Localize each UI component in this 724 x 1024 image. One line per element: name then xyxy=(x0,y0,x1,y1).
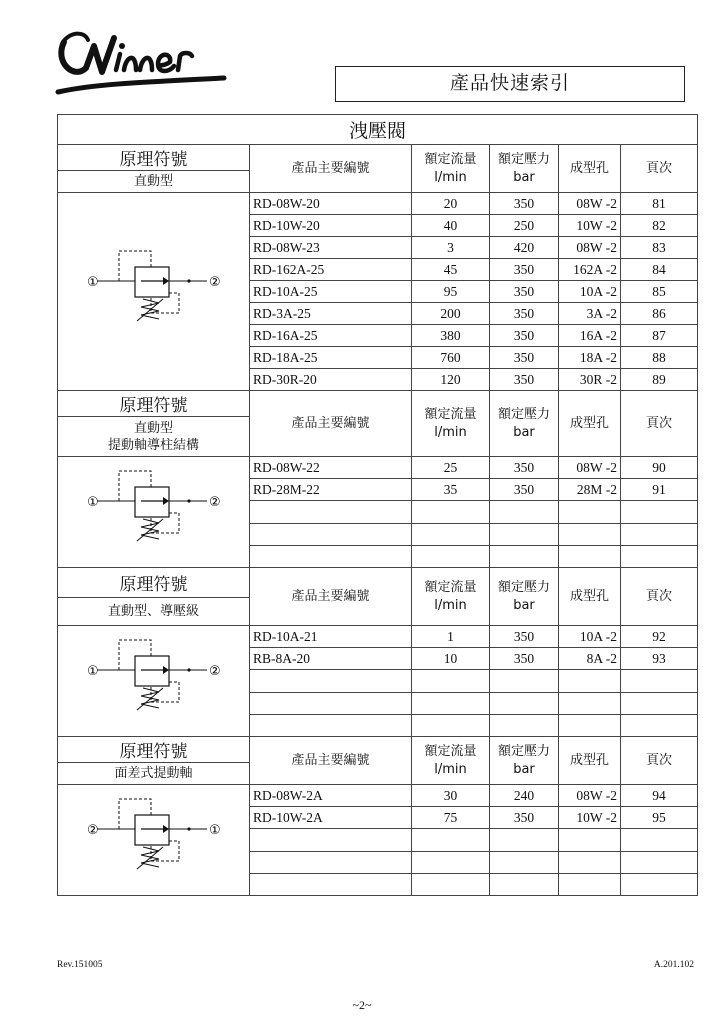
rated-pressure: 350 xyxy=(490,807,559,829)
page-ref: 91 xyxy=(621,479,698,501)
empty-cell xyxy=(559,545,621,567)
table-title: 洩壓閥 xyxy=(58,115,698,145)
empty-cell xyxy=(412,873,490,895)
cavity: 10W -2 xyxy=(559,807,621,829)
model-heading xyxy=(250,145,412,193)
empty-cell xyxy=(621,851,698,873)
model-heading-label: 產品主要編號 xyxy=(291,588,370,604)
empty-cell xyxy=(490,714,559,736)
empty-cell xyxy=(412,692,490,714)
page-heading-label: 頁次 xyxy=(646,588,673,604)
empty-cell xyxy=(412,670,490,692)
section-subtitle xyxy=(58,171,250,193)
symbol-cell xyxy=(58,193,250,391)
model-number: RD-10W-2A xyxy=(250,807,412,829)
page-heading-label: 頁次 xyxy=(646,160,673,176)
pressure-heading-label: 額定壓力 xyxy=(497,579,550,595)
page-heading xyxy=(621,737,698,785)
bore-heading-label: 成型孔 xyxy=(569,160,609,176)
empty-cell xyxy=(412,829,490,851)
page-number: ~2~ xyxy=(352,998,372,1012)
rated-pressure: 350 xyxy=(490,303,559,325)
page-ref: 86 xyxy=(621,303,698,325)
relief-valve-symbol-icon xyxy=(79,237,229,347)
empty-cell xyxy=(559,501,621,523)
cavity: 18A -2 xyxy=(559,347,621,369)
page-heading-label: 頁次 xyxy=(646,415,673,431)
model-number: RD-28M-22 xyxy=(250,479,412,501)
model-heading xyxy=(250,391,412,457)
rated-pressure: 350 xyxy=(490,259,559,281)
empty-cell xyxy=(250,545,412,567)
page-ref: 95 xyxy=(621,807,698,829)
page-ref: 93 xyxy=(621,648,698,670)
flow-heading xyxy=(412,391,490,457)
port-right-label: ① xyxy=(208,823,221,838)
port-left-label: ② xyxy=(86,823,99,838)
section-header-row xyxy=(58,391,698,417)
flow-heading-label: 額定流量 xyxy=(424,406,477,422)
rated-pressure: 250 xyxy=(490,215,559,237)
empty-cell xyxy=(621,873,698,895)
model-heading xyxy=(250,737,412,785)
table-row xyxy=(58,193,698,215)
pressure-heading xyxy=(490,391,559,457)
cavity: 10W -2 xyxy=(559,215,621,237)
port-right-label: ② xyxy=(208,664,221,679)
flow-heading-label: 額定流量 xyxy=(424,743,477,759)
port-left-label: ① xyxy=(86,274,99,290)
symbol-cell xyxy=(58,626,250,737)
cavity: 8A -2 xyxy=(559,648,621,670)
pressure-heading xyxy=(490,737,559,785)
model-number: RD-16A-25 xyxy=(250,325,412,347)
empty-cell xyxy=(559,692,621,714)
empty-cell xyxy=(559,714,621,736)
document-code: A.201.102 xyxy=(653,960,694,970)
cavity: 3A -2 xyxy=(559,303,621,325)
page-ref: 84 xyxy=(621,259,698,281)
port-right-label: ② xyxy=(208,495,221,510)
symbol-heading: 原理符號 xyxy=(58,737,250,763)
model-heading-label: 產品主要編號 xyxy=(291,160,370,176)
empty-cell xyxy=(559,829,621,851)
table-row xyxy=(58,457,698,479)
empty-cell xyxy=(412,501,490,523)
page-heading xyxy=(621,145,698,193)
relief-valve-symbol-icon xyxy=(79,626,229,736)
pressure-heading xyxy=(490,145,559,193)
section-header-row xyxy=(58,737,698,763)
bore-heading-label: 成型孔 xyxy=(569,588,609,604)
empty-cell xyxy=(559,670,621,692)
page-ref: 87 xyxy=(621,325,698,347)
page-ref: 81 xyxy=(621,193,698,215)
rated-pressure: 350 xyxy=(490,457,559,479)
pressure-heading xyxy=(490,568,559,626)
bore-heading xyxy=(559,391,621,457)
rated-pressure: 350 xyxy=(490,648,559,670)
bore-heading-label: 成型孔 xyxy=(569,752,609,768)
page-ref: 94 xyxy=(621,785,698,807)
section-subtitle xyxy=(58,763,250,785)
page-heading xyxy=(621,568,698,626)
section-header-row xyxy=(58,145,698,171)
section-header-row xyxy=(58,568,698,598)
empty-cell xyxy=(412,714,490,736)
rated-pressure: 350 xyxy=(490,325,559,347)
cavity: 28M -2 xyxy=(559,479,621,501)
flow-heading xyxy=(412,568,490,626)
rated-flow: 200 xyxy=(412,303,490,325)
rated-flow: 3 xyxy=(412,237,490,259)
flow-heading-label: 額定流量 xyxy=(424,151,477,167)
empty-cell xyxy=(621,501,698,523)
section-subtitle xyxy=(58,417,250,457)
rated-pressure: 240 xyxy=(490,785,559,807)
cavity: 16A -2 xyxy=(559,325,621,347)
model-heading-label: 產品主要編號 xyxy=(291,752,370,768)
rated-flow: 35 xyxy=(412,479,490,501)
cavity: 08W -2 xyxy=(559,457,621,479)
page-ref: 92 xyxy=(621,626,698,648)
rated-flow: 760 xyxy=(412,347,490,369)
page-heading-label: 頁次 xyxy=(646,752,673,768)
cavity: 10A -2 xyxy=(559,626,621,648)
rated-pressure: 420 xyxy=(490,237,559,259)
section-subtitle xyxy=(58,598,250,626)
model-number: RD-10W-20 xyxy=(250,215,412,237)
empty-cell xyxy=(490,851,559,873)
empty-cell xyxy=(250,851,412,873)
relief-valve-index-table xyxy=(57,114,698,896)
rated-pressure: 350 xyxy=(490,193,559,215)
empty-cell xyxy=(412,851,490,873)
rated-flow: 10 xyxy=(412,648,490,670)
model-heading xyxy=(250,568,412,626)
cavity: 08W -2 xyxy=(559,193,621,215)
empty-cell xyxy=(250,692,412,714)
table-row xyxy=(58,626,698,648)
empty-cell xyxy=(412,545,490,567)
winner-logo xyxy=(54,22,230,102)
pressure-heading-unit: bar xyxy=(513,597,535,613)
rated-flow: 380 xyxy=(412,325,490,347)
empty-cell xyxy=(621,670,698,692)
model-number: RD-10A-25 xyxy=(250,281,412,303)
pressure-heading-unit: bar xyxy=(513,424,535,440)
cavity: 10A -2 xyxy=(559,281,621,303)
empty-cell xyxy=(490,501,559,523)
relief-valve-symbol-icon xyxy=(79,785,229,895)
symbol-heading: 原理符號 xyxy=(58,145,250,171)
symbol-cell xyxy=(58,457,250,568)
cavity: 08W -2 xyxy=(559,237,621,259)
rated-flow: 120 xyxy=(412,369,490,391)
section-subtitle-line: 直動型、導壓級 xyxy=(107,604,199,619)
rated-flow: 95 xyxy=(412,281,490,303)
section-subtitle-line: 直動型 xyxy=(133,174,173,189)
section-subtitle-line: 直動型 xyxy=(133,420,173,436)
relief-valve-symbol-icon xyxy=(79,457,229,567)
rated-flow: 1 xyxy=(412,626,490,648)
pressure-heading-unit: bar xyxy=(513,761,535,777)
empty-cell xyxy=(412,523,490,545)
empty-cell xyxy=(621,829,698,851)
rated-flow: 20 xyxy=(412,193,490,215)
pressure-heading-label: 額定壓力 xyxy=(497,406,550,422)
model-number: RD-08W-2A xyxy=(250,785,412,807)
port-left-label: ① xyxy=(86,664,99,679)
pressure-heading-label: 額定壓力 xyxy=(497,743,550,759)
empty-cell xyxy=(250,670,412,692)
empty-cell xyxy=(559,851,621,873)
model-number: RD-162A-25 xyxy=(250,259,412,281)
cavity: 162A -2 xyxy=(559,259,621,281)
flow-heading-unit: l/min xyxy=(434,761,467,777)
bore-heading xyxy=(559,568,621,626)
model-number: RB-8A-20 xyxy=(250,648,412,670)
page-heading xyxy=(621,391,698,457)
page-ref: 88 xyxy=(621,347,698,369)
empty-cell xyxy=(490,523,559,545)
bore-heading xyxy=(559,145,621,193)
empty-cell xyxy=(490,829,559,851)
page-ref: 82 xyxy=(621,215,698,237)
rated-pressure: 350 xyxy=(490,347,559,369)
page-ref: 83 xyxy=(621,237,698,259)
model-number: RD-30R-20 xyxy=(250,369,412,391)
flow-heading-unit: l/min xyxy=(434,424,467,440)
flow-heading xyxy=(412,145,490,193)
symbol-heading: 原理符號 xyxy=(58,391,250,417)
empty-cell xyxy=(250,829,412,851)
page-ref: 89 xyxy=(621,369,698,391)
model-number: RD-18A-25 xyxy=(250,347,412,369)
bore-heading xyxy=(559,737,621,785)
rated-pressure: 350 xyxy=(490,281,559,303)
empty-cell xyxy=(621,714,698,736)
quick-index-title: 產品快速索引 xyxy=(335,66,685,102)
section-subtitle-line-2: 提動軸導柱結構 xyxy=(107,437,199,453)
rated-flow: 25 xyxy=(412,457,490,479)
port-left-label: ① xyxy=(86,495,99,510)
model-heading-label: 產品主要編號 xyxy=(291,415,370,431)
rated-pressure: 350 xyxy=(490,369,559,391)
rated-flow: 75 xyxy=(412,807,490,829)
model-number: RD-10A-21 xyxy=(250,626,412,648)
empty-cell xyxy=(490,692,559,714)
model-number: RD-3A-25 xyxy=(250,303,412,325)
revision-label: Rev.151005 xyxy=(57,960,103,970)
flow-heading xyxy=(412,737,490,785)
table-row xyxy=(58,785,698,807)
cavity: 08W -2 xyxy=(559,785,621,807)
empty-cell xyxy=(490,873,559,895)
page-ref: 85 xyxy=(621,281,698,303)
empty-cell xyxy=(250,501,412,523)
model-number: RD-08W-23 xyxy=(250,237,412,259)
rated-pressure: 350 xyxy=(490,626,559,648)
empty-cell xyxy=(559,873,621,895)
flow-heading-unit: l/min xyxy=(434,597,467,613)
page-ref: 90 xyxy=(621,457,698,479)
symbol-heading: 原理符號 xyxy=(58,568,250,598)
pressure-heading-label: 額定壓力 xyxy=(497,151,550,167)
empty-cell xyxy=(490,670,559,692)
rated-flow: 45 xyxy=(412,259,490,281)
section-subtitle-line: 面差式提動軸 xyxy=(114,766,193,781)
rated-flow: 30 xyxy=(412,785,490,807)
empty-cell xyxy=(250,523,412,545)
bore-heading-label: 成型孔 xyxy=(569,415,609,431)
empty-cell xyxy=(621,523,698,545)
empty-cell xyxy=(250,873,412,895)
cavity: 30R -2 xyxy=(559,369,621,391)
flow-heading-unit: l/min xyxy=(434,169,467,185)
empty-cell xyxy=(621,692,698,714)
empty-cell xyxy=(559,523,621,545)
port-right-label: ② xyxy=(208,274,221,290)
flow-heading-label: 額定流量 xyxy=(424,579,477,595)
model-number: RD-08W-22 xyxy=(250,457,412,479)
rated-flow: 40 xyxy=(412,215,490,237)
rated-pressure: 350 xyxy=(490,479,559,501)
empty-cell xyxy=(621,545,698,567)
pressure-heading-unit: bar xyxy=(513,169,535,185)
empty-cell xyxy=(250,714,412,736)
model-number: RD-08W-20 xyxy=(250,193,412,215)
symbol-cell xyxy=(58,785,250,896)
empty-cell xyxy=(490,545,559,567)
